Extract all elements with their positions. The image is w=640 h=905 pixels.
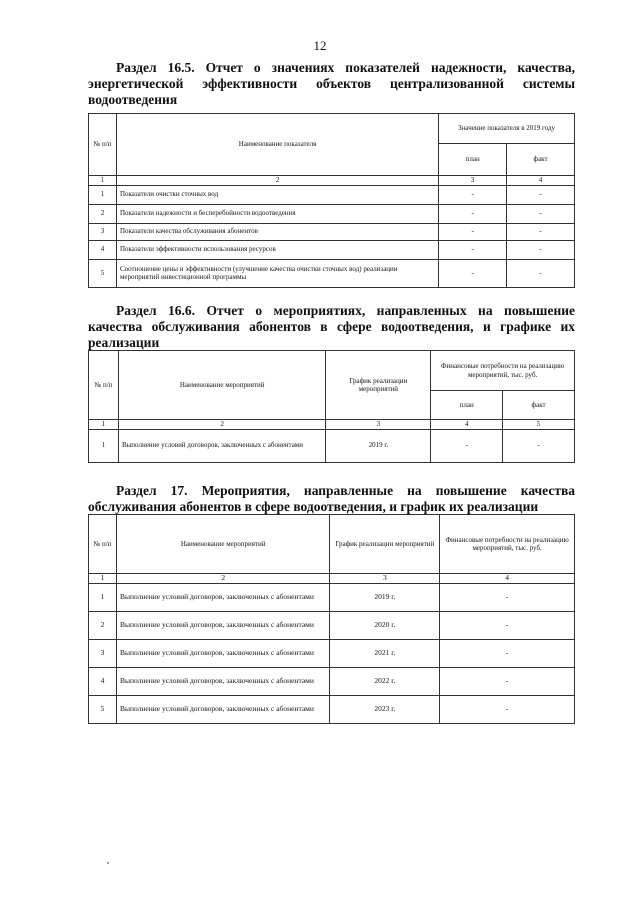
header-schedule: График реализации мероприятий — [326, 351, 431, 420]
header-num: № п/п — [89, 515, 117, 574]
table-row: 1 Выполнение условий договоров, заключенных с абонентами 2019 г. - — [89, 583, 575, 611]
table-row: 4 Выполнение условий договоров, заключенных с абонентами 2022 г. - — [89, 667, 575, 695]
table-row: 3 Показатели качества обслуживания абонентов - - — [89, 223, 575, 240]
column-numbers-row: 1 2 3 4 — [89, 574, 575, 584]
column-numbers-row: 1 2 3 4 — [89, 176, 575, 186]
page-number: 12 — [313, 38, 327, 53]
table-row: 3 Выполнение условий договоров, заключенных с абонентами 2021 г. - — [89, 639, 575, 667]
table-row: 4 Показатели эффективности использования ресурсов - - — [89, 240, 575, 259]
header-plan: план — [431, 391, 503, 420]
header-fact: факт — [503, 391, 575, 420]
section-16-6-heading: Раздел 16.6. Отчет о мероприятиях, направленных на повышение качества обслуживания абонентов в сфере водоотведения, и графике их реализации — [88, 303, 575, 350]
header-finance: Финансовые потребности на реализацию мероприятий, тыс. руб. — [440, 515, 575, 574]
header-plan: план — [439, 144, 507, 176]
table-row: 2 Выполнение условий договоров, заключенных с абонентами 2020 г. - — [89, 611, 575, 639]
header-activity-name: Наименование мероприятий — [118, 351, 326, 420]
header-num: № п/п — [89, 351, 119, 420]
header-indicator-name: Наименование показателя — [116, 114, 438, 176]
header-value: Значение показателя в 2019 году — [439, 114, 575, 144]
header-num: № п/п — [89, 114, 117, 176]
header-activity-name: Наименование мероприятий — [116, 515, 330, 574]
table-row: 2 Показатели надежности и бесперебойности водоотведения - - — [89, 204, 575, 223]
section-16-5-heading: Раздел 16.5. Отчет о значениях показателей надежности, качества, энергетической эффективности объектов централизованной системы водоотведения — [88, 60, 575, 107]
table-row: 5 Выполнение условий договоров, заключенных с абонентами 2023 г. - — [89, 695, 575, 723]
activities-schedule-table — [88, 514, 575, 724]
header-schedule: График реализации мероприятий — [330, 515, 440, 574]
column-numbers-row: 1 2 3 4 5 — [89, 420, 575, 430]
header-fact: факт — [507, 144, 575, 176]
indicators-table — [88, 113, 575, 288]
header-finance: Финансовые потребности на реализацию мероприятий, тыс. руб. — [431, 351, 575, 391]
table-row: 1 Выполнение условий договоров, заключенных с абонентами 2019 г. - - — [89, 429, 575, 462]
section-17-heading: Раздел 17. Мероприятия, направленные на повышение качества обслуживания абонентов в сфере водоотведения, и график их реализации — [88, 483, 575, 514]
activities-report-table — [88, 350, 575, 463]
table-row: 5 Соотношение цены и эффективности (улучшение качества очистки сточных вод) реализации мероприятий инвестиционной программы - - — [89, 259, 575, 287]
table-row: 1 Показатели очистки сточных вод - - — [89, 185, 575, 204]
scan-artifact — [107, 862, 109, 864]
